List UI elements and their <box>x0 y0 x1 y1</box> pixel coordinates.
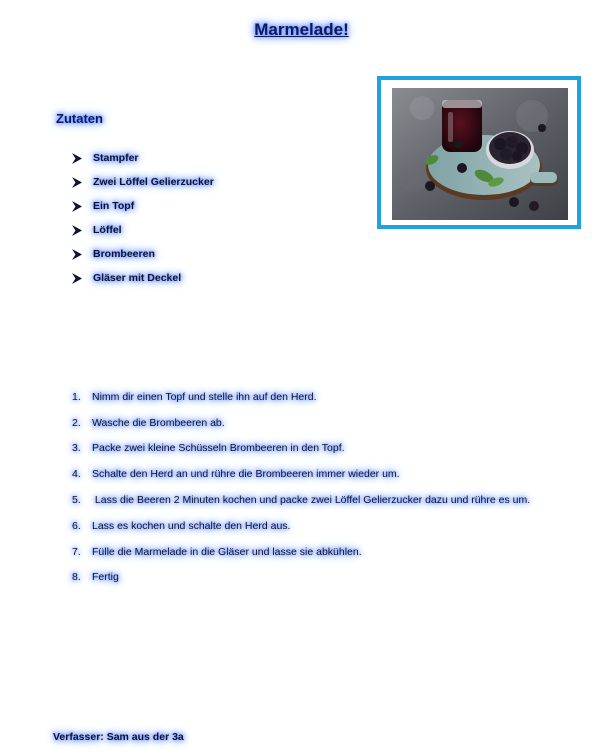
ingredient-item <box>72 266 214 290</box>
arrowhead-bullet-icon <box>72 225 82 236</box>
arrowhead-bullet-icon <box>72 249 82 260</box>
step-text: Packe zwei kleine Schüsseln Brombeeren in den Topf. <box>92 442 345 455</box>
step-item <box>72 487 530 513</box>
ingredients-heading: Zutaten <box>56 111 103 126</box>
step-number: 5. <box>72 494 81 507</box>
step-number: 6. <box>72 519 81 532</box>
step-number: 2. <box>72 416 81 429</box>
step-item <box>72 513 530 539</box>
ingredient-item <box>72 170 214 194</box>
steps-list <box>72 384 530 590</box>
ingredient-label: Ein Topf <box>93 200 135 212</box>
step-text: Lass es kochen und schalte den Herd aus. <box>92 519 291 532</box>
step-text: Schalte den Herd an und rühre die Brombeeren immer wieder um. <box>92 468 400 481</box>
step-text: Lass die Beeren 2 Minuten kochen und packe zwei Löffel Gelierzucker dazu und rühre es um. <box>92 494 531 507</box>
jam-photo-frame <box>377 76 581 229</box>
arrowhead-bullet-icon <box>72 153 82 164</box>
step-number: 4. <box>72 468 81 481</box>
step-number: 7. <box>72 545 81 558</box>
step-item <box>72 565 530 591</box>
arrowhead-bullet-icon <box>72 177 82 188</box>
step-item <box>72 384 530 410</box>
ingredient-label: Zwei Löffel Gelierzucker <box>93 176 214 188</box>
blackberry-jam-photo <box>392 88 568 220</box>
ingredient-label: Stampfer <box>93 152 139 164</box>
step-text: Wasche die Brombeeren ab. <box>92 416 225 429</box>
step-item <box>72 539 530 565</box>
step-item <box>72 436 530 462</box>
arrowhead-bullet-icon <box>72 273 82 284</box>
step-number: 1. <box>72 390 81 403</box>
ingredient-item <box>72 218 214 242</box>
step-number: 3. <box>72 442 81 455</box>
step-text: Fülle die Marmelade in die Gläser und lasse sie abkühlen. <box>92 545 362 558</box>
ingredient-label: Löffel <box>93 224 122 236</box>
page-title <box>0 20 603 40</box>
author-line: Verfasser: Sam aus der 3a <box>53 731 184 743</box>
ingredient-label: Brombeeren <box>93 248 155 260</box>
ingredients-list <box>72 146 214 290</box>
step-number: 8. <box>72 571 81 584</box>
title-text: Marmelade! <box>254 20 349 39</box>
step-item <box>72 461 530 487</box>
step-item <box>72 410 530 436</box>
ingredient-item <box>72 242 214 266</box>
arrowhead-bullet-icon <box>72 201 82 212</box>
step-text: Fertig <box>92 571 119 584</box>
step-text: Nimm dir einen Topf und stelle ihn auf den Herd. <box>92 390 317 403</box>
ingredient-item <box>72 194 214 218</box>
ingredient-label: Gläser mit Deckel <box>93 272 182 284</box>
ingredient-item <box>72 146 214 170</box>
